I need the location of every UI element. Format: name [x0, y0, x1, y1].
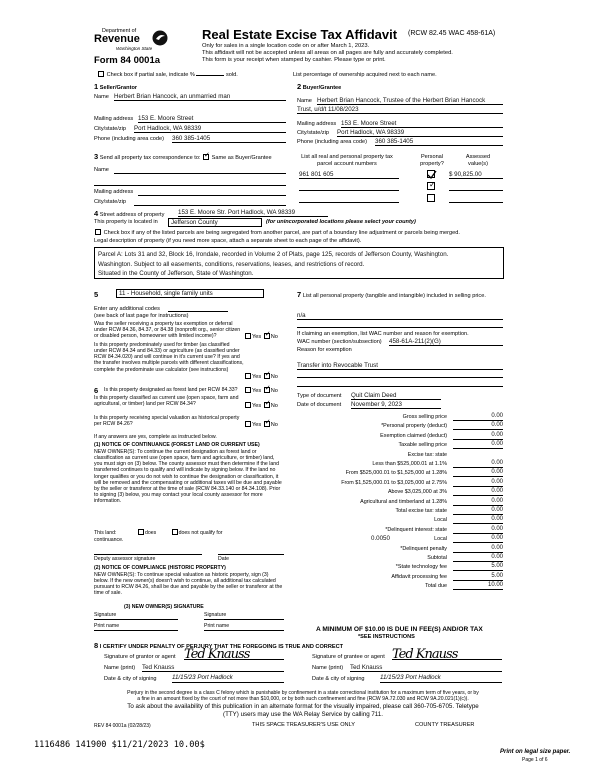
- header-note-1: Only for sales in a single location code on or after March 1, 2023.: [202, 43, 370, 49]
- dor-logo: [94, 28, 168, 68]
- tax-row-label: *State technology fee: [395, 564, 447, 571]
- tax-table: [297, 414, 503, 614]
- seller-name-field[interactable]: Herbert Brian Hancock, an unmarried man: [114, 93, 286, 101]
- form-citation: (RCW 82.45 WAC 458-61A): [408, 30, 496, 37]
- tax-row-value[interactable]: 0.00: [453, 488, 503, 496]
- new-owner-sig-heading: (3) NEW OWNER(S) SIGNATURE: [124, 604, 204, 610]
- exemption-note: If claiming an exemption, list WAC number and reason for exemption.: [297, 331, 469, 337]
- tax-row-value[interactable]: 0.00: [453, 554, 503, 562]
- buyer-city-field[interactable]: Port Hadlock, WA 98339: [337, 129, 503, 137]
- tax-row-value[interactable]: 0.00: [453, 526, 503, 534]
- segregated-checkbox[interactable]: [95, 229, 101, 235]
- personal-property-checkbox-3[interactable]: [427, 194, 435, 202]
- land-use-select[interactable]: 11 - Household, single family units: [116, 289, 264, 298]
- seller-section: [94, 82, 286, 144]
- tax-row-label: Local: [434, 536, 447, 543]
- alt-format-line: To ask about the availability of this publication in an alternate format for the visually impaired, please call 360-705-6705. Teletype: [127, 703, 479, 710]
- seller-name-label: Name: [94, 94, 109, 100]
- tax-row-value[interactable]: 0.00: [453, 432, 503, 440]
- tax-row-value[interactable]: 0.00: [453, 479, 503, 487]
- parcel-header: List all real and personal property tax parcel account numbers: [301, 154, 393, 167]
- tax-row-value[interactable]: 0.00: [453, 469, 503, 477]
- tax-row-label: Less than $525,000.01 at 1.1%: [372, 461, 447, 467]
- buyer-name-field-2[interactable]: Trust, u/d/t 11/08/2023: [297, 106, 503, 114]
- partial-sale-row: [97, 71, 238, 79]
- tax-row-value[interactable]: 0.00: [453, 507, 503, 515]
- does-not-label: does not qualify for: [178, 530, 223, 536]
- minimum-note: A MINIMUM OF $10.00 IS DUE IN FEE(S) AND/OR TAX: [316, 626, 483, 633]
- notice1-title: (1) NOTICE OF CONTINUANCE (FOREST LAND OR CURRENT USE): [94, 442, 260, 448]
- tax-row-label: Total due: [425, 583, 447, 590]
- seller-mailing-label: Mailing address: [94, 116, 134, 122]
- section7-number: 7: [297, 290, 302, 299]
- q1-yes-label: Yes: [252, 334, 262, 340]
- corr-city-field[interactable]: [134, 198, 286, 206]
- buyer-mailing-field[interactable]: 153 E. Moore Street: [341, 120, 503, 128]
- grantee-date-city-label: Date & city of signing: [312, 676, 365, 682]
- wa-state-label: Washington State: [116, 46, 153, 51]
- additional-codes-note: (see back of last page for instructions): [94, 313, 189, 319]
- tax-row-label: Excise tax: state: [407, 451, 447, 458]
- owner-print-label-1: Print name: [94, 623, 120, 629]
- tax-row-value[interactable]: 5.00: [453, 563, 503, 571]
- tax-row-value[interactable]: 0.00: [453, 535, 503, 543]
- buyer-heading: Buyer/Grantee: [302, 85, 342, 91]
- grantee-signature[interactable]: Ted Knauss: [392, 647, 502, 660]
- forest-land-question: Is this property designated as forest land per RCW 84.33?: [104, 387, 238, 393]
- wa-swoosh-icon: [152, 30, 168, 46]
- q2-no-checkbox[interactable]: [264, 373, 270, 379]
- tax-row-label: Affidavit processing fee: [391, 573, 447, 580]
- legal-line-1: Parcel A: Lots 31 and 32, Block 16, Irondale, recorded in Volume 2 of Plats, page 125, records of Jefferson County, Washington.: [98, 251, 449, 258]
- rev-label: REV 84 0001a (02/28/23): [94, 723, 151, 729]
- wac-label: WAC number (section/subsection): [297, 339, 382, 345]
- legal-line-2: Washington. Subject to all easements, conditions, reservations, leases, and restrictions of record.: [98, 260, 365, 268]
- section3-number: 3: [94, 152, 99, 161]
- tax-row-label: *Delinquent interest: state: [385, 526, 447, 533]
- tax-row-value[interactable]: 0.00: [453, 498, 503, 506]
- historic-question: Is this property receiving special valuation as historical property per RCW 84.26?: [94, 415, 240, 428]
- see-instructions: *SEE INSTRUCTIONS: [358, 634, 415, 640]
- tax-row-value[interactable]: 0.00: [453, 441, 503, 449]
- revenue-label: Revenue: [94, 33, 140, 45]
- historic-no-checkbox[interactable]: [264, 421, 270, 427]
- historic-no-label: No: [270, 422, 278, 428]
- seller-phone-field[interactable]: 360 385-1405: [172, 135, 286, 143]
- tax-row-value[interactable]: 0.00: [453, 422, 503, 430]
- section-5: [94, 290, 286, 380]
- forest-yes-checkbox[interactable]: [245, 387, 251, 393]
- section-4: [94, 209, 504, 279]
- reason-field[interactable]: Transfer into Revocable Trust: [297, 362, 503, 370]
- owner-print-label-2: Print name: [204, 623, 230, 629]
- notice2-body: NEW OWNER(S): To continue special valuation as historic property, sign (3) below. If the new owner(s) doesn't wish to continue, all additional tax calculated pursuant to RCW 84.26, shall be due and payable by the seller or transferor at the time of sale.: [94, 572, 283, 597]
- q1-yes-checkbox[interactable]: [245, 333, 251, 339]
- tax-row-value[interactable]: 0.00: [453, 413, 503, 421]
- section6-number: 6: [94, 386, 99, 395]
- section8-number: 8: [94, 641, 99, 650]
- located-in-label: This property is located in: [94, 219, 158, 225]
- buyer-phone-field[interactable]: 360 385-1405: [375, 138, 503, 146]
- wac-field[interactable]: 458-61A-211(2)(G): [389, 338, 503, 346]
- historic-yes-label: Yes: [252, 422, 262, 428]
- deputy-sig-label: Deputy assessor signature: [94, 556, 156, 562]
- corr-mailing-label: Mailing address: [94, 189, 134, 195]
- perjury-line-1: Perjury in the second degree is a class C felony which is punishable by confinement in a state correctional institution for a maximum term of five years, or by: [127, 690, 479, 696]
- partial-sale-label: Check box if partial sale, indicate %: [106, 72, 195, 78]
- owner-sig-label-1: Signature: [94, 612, 117, 618]
- q1-no-label: No: [270, 334, 278, 340]
- q2-yes-checkbox[interactable]: [245, 373, 251, 379]
- grantor-name-field[interactable]: Ted Knauss: [142, 664, 284, 672]
- current-use-yes-label: Yes: [252, 403, 262, 409]
- personal-header: Personal property?: [420, 154, 444, 167]
- same-as-buyer-label: Same as Buyer/Grantee: [211, 155, 272, 161]
- corr-name-field[interactable]: [114, 166, 286, 174]
- q2-yes-label: Yes: [252, 374, 262, 380]
- grantor-name-label: Name (print): [104, 665, 136, 671]
- legal-line-3: Situated in the County of Jefferson, State of Washington.: [98, 270, 254, 278]
- does-qualify-checkbox[interactable]: [138, 529, 144, 535]
- buyer-mailing-label: Mailing address: [297, 121, 337, 127]
- parcel-number-1[interactable]: 961 801 605: [299, 171, 399, 179]
- forest-yes-text: Yes: [252, 388, 262, 394]
- same-as-buyer-checkbox[interactable]: [203, 154, 209, 160]
- tty-line: (TTY) users may use the WA Relay Service by calling 711.: [223, 711, 383, 718]
- personal-property-check-mark-icon: [427, 170, 437, 180]
- this-land-label: This land:: [94, 530, 117, 536]
- buyer-section: [297, 82, 503, 146]
- corr-name-label: Name: [94, 167, 109, 173]
- assessed-value-3[interactable]: [449, 195, 503, 203]
- section7-heading: List all personal property (tangible and intangible) included in selling price.: [302, 293, 486, 299]
- located-note: (for unincorporated locations please select your county): [266, 219, 416, 225]
- notice1-body: NEW OWNER(S): To continue the current designation as forest land or classification as current use (open space, farm and agriculture, or timber) land, you must sign on (3) below. The county assessor must then determine if the land transferred continues to qualify and will indicate by signing below. If the land no longer qualifies or you do not wish to continue the designation or classification, it will be removed and the compensating or additional taxes will be due and payable by the seller or transferor at the time of sale (RCW 84.33.140 or 84.34.108). Prior to signing (3) below, you may contact your local county assessor for more information.: [94, 449, 282, 504]
- reason-field-2[interactable]: [297, 372, 503, 378]
- doc-type-field[interactable]: Quit Claim Deed: [351, 392, 441, 400]
- tax-row-value[interactable]: 0.00: [453, 516, 503, 524]
- tax-row-label: Taxable selling price: [398, 442, 447, 449]
- tax-row-label: Local: [434, 517, 447, 524]
- form-number: Form 84 0001a: [94, 55, 161, 66]
- grantee-sig-label: Signature of grantee or agent: [312, 654, 385, 660]
- dept-of-label: Department of: [102, 28, 137, 34]
- section-3: [94, 152, 286, 208]
- grantor-signature[interactable]: Ted Knauss: [184, 647, 284, 660]
- tax-row-label: *Personal property (deduct): [381, 423, 447, 430]
- reason-field-3[interactable]: [297, 381, 503, 387]
- current-use-no-checkbox[interactable]: [264, 402, 270, 408]
- header-note-3: This form is your receipt when stamped by cashier. Please type or print.: [202, 57, 386, 63]
- tax-row-label: From $1,525,000.01 to $3,025,000 at 2.75%: [341, 479, 447, 486]
- tax-row-label: Agricultural and timberland at 1.28%: [360, 498, 447, 505]
- section4-number: 4: [94, 209, 99, 218]
- assessed-value-2[interactable]: [449, 183, 503, 191]
- q1-no-checkbox[interactable]: [264, 333, 270, 339]
- perjury-line-2: a fine in an amount fixed by the court of not more than $10,000, or by both such confinement and fine (RCW 9A.72.030 and RCW 9A.20.021(1)(c)).: [137, 696, 469, 702]
- street-address-field[interactable]: 153 E. Moore Str. Port Hadlock, WA 98339: [178, 209, 328, 217]
- grantee-name-label: Name (print): [312, 665, 344, 671]
- reason-label: Reason for exemption: [297, 347, 352, 353]
- doc-type-label: Type of document: [297, 393, 342, 399]
- buyer-name-field-1[interactable]: Herbert Brian Hancock, Trustee of the Herbert Brian Hancock: [317, 97, 503, 105]
- tax-row-label: Total excise tax: state: [395, 508, 447, 514]
- tax-row-label: Exemption claimed (deduct): [380, 432, 447, 439]
- exemption-question: Was the seller receiving a property tax exemption or deferral under RCW 84.36, 84.37, or 84.38 (nonprofit org., senior citizen or disabled person, homeowner with limited income)?: [94, 321, 241, 340]
- timber-question: Is this property predominately used for timber (as classified under RCW 84.34 and 84.33) or agriculture (as classified under RCW 84.34.020) and will continue in it's current use? If yes and the transfer involves multiple parcels with different classifications, complete the predominate use calculator (see instructions): [94, 342, 244, 373]
- tax-row-label: Gross selling price: [402, 414, 447, 420]
- owner-sig-label-2: Signature: [204, 612, 227, 618]
- corr-name-field-2[interactable]: [94, 178, 286, 186]
- tax-row-label: *Delinquent penalty: [400, 545, 447, 552]
- section-8: [94, 641, 504, 691]
- buyer-name-label: Name: [297, 98, 312, 104]
- parcel-number-3[interactable]: [299, 195, 399, 203]
- receipt-stamp: 1116486 141900 $11/21/2023 10.00$: [34, 740, 205, 750]
- tax-row-label: Subtotal: [427, 555, 447, 561]
- q2-no-label: No: [270, 374, 278, 380]
- if-yes-note: If any answers are yes, complete as instructed below.: [94, 434, 217, 440]
- grantor-date-city-label: Date & city of signing: [104, 676, 157, 682]
- page-number: Page 1 of 6: [522, 757, 548, 763]
- tax-row-label: From $525,000.01 to $1,525,000 at 1.28%: [345, 470, 447, 477]
- tax-row-value[interactable]: 0.00: [453, 460, 503, 468]
- partial-sale-sold: sold.: [226, 72, 238, 78]
- seller-mailing-field[interactable]: 153 E. Moore Street: [138, 115, 286, 123]
- seller-city-label: City/state/zip: [94, 126, 127, 132]
- corr-city-label: City/state/zip: [94, 199, 127, 205]
- section-6: [94, 386, 286, 631]
- parcel-table: [297, 152, 503, 208]
- ownership-note: List percentage of ownership acquired next to each name.: [293, 72, 437, 78]
- partial-sale-checkbox[interactable]: [98, 71, 104, 77]
- tax-row-label: Above $3,025,000 at 3%: [387, 489, 447, 496]
- buyer-phone-label: Phone (including area code): [297, 139, 367, 145]
- continuance-label: continuance.: [94, 537, 124, 543]
- county-select[interactable]: Jefferson County: [168, 218, 262, 227]
- deputy-date-label: Date: [218, 556, 229, 562]
- legal-description-field[interactable]: [94, 247, 504, 279]
- historic-yes-checkbox[interactable]: [245, 421, 251, 427]
- forest-no-checkbox[interactable]: [264, 387, 270, 393]
- parcel-number-2[interactable]: [299, 183, 399, 191]
- additional-codes-label: Enter any additional codes: [94, 306, 160, 312]
- local-rate-value: 0.0050: [371, 535, 390, 542]
- legal-description-label: Legal description of property (if you need more space, attach a separate sheet to each page of the affidavit).: [94, 238, 362, 244]
- assessed-header: Assessed value(s): [465, 154, 491, 167]
- does-not-qualify-checkbox[interactable]: [172, 529, 178, 535]
- doc-date-label: Date of document: [297, 402, 342, 408]
- corr-mailing-field[interactable]: [138, 188, 286, 196]
- doc-date-field[interactable]: November 9, 2023: [351, 401, 441, 409]
- does-label: does: [144, 530, 157, 536]
- current-use-no-label: No: [270, 403, 278, 409]
- tax-row-value[interactable]: 5.00: [453, 573, 503, 581]
- current-use-question: Is this property classified as current use (open space, farm and agricultural, or timber) land per RCW 84.34?: [94, 395, 239, 408]
- grantor-date-city-field[interactable]: 11/15/23 Port Hadlock: [172, 674, 284, 683]
- current-use-yes-checkbox[interactable]: [245, 402, 251, 408]
- treasurer-only-label: THIS SPACE TREASURER'S USE ONLY: [252, 722, 356, 728]
- form-title: Real Estate Excise Tax Affidavit: [202, 27, 398, 42]
- tax-row-value[interactable]: 10.00: [453, 582, 503, 590]
- header-note-2: This affidavit will not be accepted unless all areas on all pages are fully and accurately completed.: [202, 50, 453, 56]
- street-address-label: Street address of property: [99, 212, 165, 218]
- forest-no-label: No: [270, 388, 278, 394]
- seller-city-field[interactable]: Port Hadlock, WA 98339: [134, 125, 286, 133]
- county-treasurer-label: COUNTY TREASURER: [415, 722, 475, 728]
- section8-heading: I CERTIFY UNDER PENALTY OF PERJURY THAT THE FOREGOING IS TRUE AND CORRECT: [99, 644, 344, 650]
- segregated-note: Check box if any of the listed parcels are being segregated from another parcel, are part of a boundary line adjustment or parcels being merged.: [103, 230, 460, 236]
- section3-heading: Send all property tax correspondence to:: [99, 155, 201, 161]
- tax-row-value[interactable]: 0.00: [453, 545, 503, 553]
- buyer-number: 2: [297, 82, 302, 91]
- assessed-value-1[interactable]: $ 90,825.00: [449, 171, 503, 179]
- seller-heading: Seller/Grantor: [99, 85, 138, 91]
- grantee-date-city-field[interactable]: 11/15/23 Port Hadlock: [380, 674, 502, 683]
- personal-property-field[interactable]: n/a: [297, 312, 503, 320]
- buyer-city-label: City/state/zip: [297, 130, 330, 136]
- additional-codes-field[interactable]: [168, 305, 228, 312]
- grantor-sig-label: Signature of grantor or agent: [104, 654, 176, 660]
- section5-number: 5: [94, 290, 99, 299]
- seller-number: 1: [94, 82, 99, 91]
- seller-phone-label: Phone (including area code): [94, 136, 164, 142]
- notice2-title: (2) NOTICE OF COMPLIANCE (HISTORIC PROPERTY): [94, 565, 226, 571]
- grantee-name-field[interactable]: Ted Knauss: [350, 664, 502, 672]
- print-legal-note: Print on legal size paper.: [500, 749, 571, 755]
- personal-property-checkbox-2[interactable]: ✓: [429, 180, 436, 189]
- personal-property-field-2[interactable]: [297, 322, 503, 328]
